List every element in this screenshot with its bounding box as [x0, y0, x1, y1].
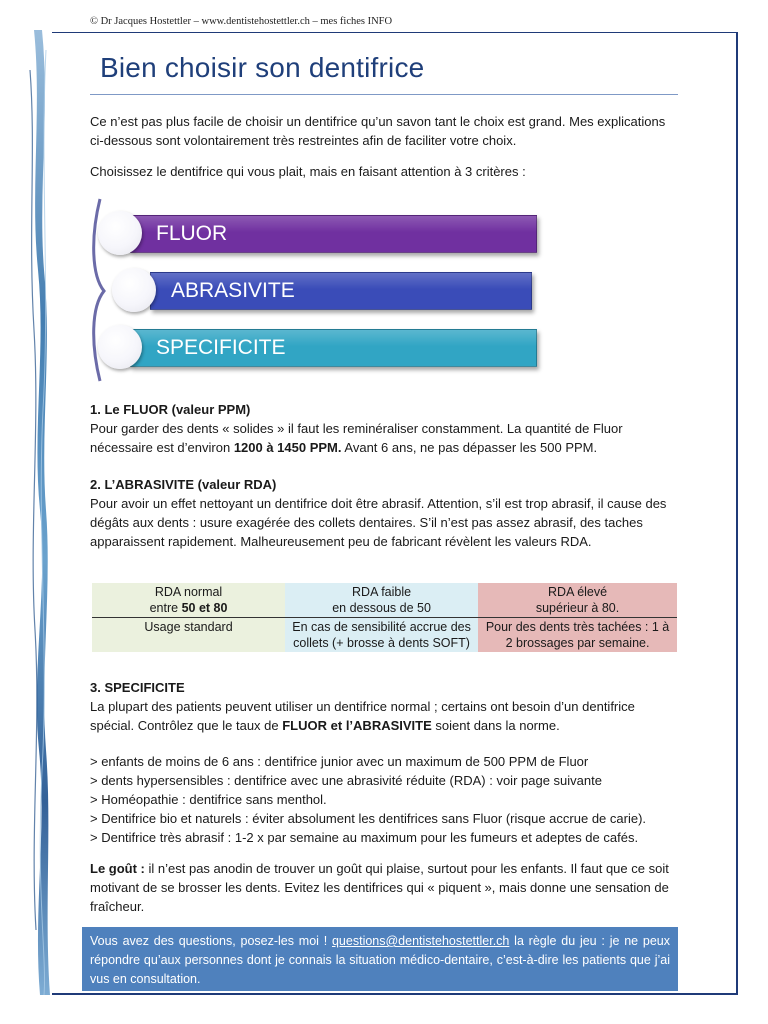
- rda-faible-usage: En cas de sensibilité accrue des collets (+ brosse à dents SOFT): [285, 618, 478, 653]
- criteria-circle-abrasivite: [112, 268, 156, 312]
- rda-normal-range: 50 et 80: [181, 601, 228, 615]
- section-specificite: [90, 678, 678, 735]
- section-abrasivite-text: Pour avoir un effet nettoyant un dentifrice doit être abrasif. Attention, s’il est trop abrasif, il cause des dégâts aux dents : usure exagérée des collets dentaires. S’il n’est pas assez abrasif, des taches apparaissent rapidement. Malheureusement peu de fabricant révèlent les valeurs RDA.: [90, 496, 667, 549]
- criteria-bar-fluor: [130, 215, 537, 253]
- decorative-ink-strip: [28, 30, 52, 995]
- section-specificite-title: 3. SPECIFICITE: [90, 680, 185, 695]
- rda-normal-range-prefix: entre: [149, 601, 182, 615]
- section-specificite-text-a: La plupart des patients peuvent utiliser un dentifrice normal ; certains ont besoin d’un dentifrice spécial. Contrôlez que le taux de: [90, 699, 635, 733]
- rda-normal-title: RDA normal: [154, 585, 223, 599]
- criteria-circle-specificite: [98, 325, 142, 369]
- criteria-intro: Choisissez le dentifrice qui vous plait, mais en faisant attention à 3 critères :: [90, 164, 526, 179]
- section-fluor-text-b: Avant 6 ans, ne pas dépasser les 500 PPM.: [341, 440, 598, 455]
- criteria-diagram: [90, 195, 520, 385]
- list-item: > Dentifrice bio et naturels : éviter absolument les dentifrices sans Fluor (risque accrue de carie).: [90, 811, 647, 826]
- section-fluor-title: 1. Le FLUOR (valeur PPM): [90, 402, 251, 417]
- section-fluor: [90, 400, 678, 457]
- title-underline: [90, 94, 678, 95]
- intro-paragraph: Ce n’est pas plus facile de choisir un dentifrice qu’un savon tant le choix est grand. Mes explications ci-dessous sont volontairement très restreintes afin de faciliter votre choix.: [90, 114, 666, 148]
- criteria-bar-specificite: [130, 329, 537, 367]
- gout-paragraph: [90, 859, 678, 916]
- section-specificite-bold-fluor: FLUOR: [282, 718, 328, 733]
- rda-eleve-header: [478, 583, 677, 618]
- rda-eleve-range: supérieur à 80.: [535, 601, 620, 615]
- criteria-label-abrasivite: ABRASIVITE: [171, 279, 295, 302]
- list-item: > enfants de moins de 6 ans : dentifrice junior avec un maximum de 500 PPM de Fluor: [90, 754, 589, 769]
- page-title: Bien choisir son dentifrice: [100, 52, 425, 83]
- section-specificite-text-b: et: [327, 718, 346, 733]
- header-note: © Dr Jacques Hostettler – www.dentistehostettler.ch – mes fiches INFO: [90, 16, 393, 27]
- rda-faible-range: en dessous de 50: [332, 601, 431, 615]
- list-item: > dents hypersensibles : dentifrice avec une abrasivité réduite (RDA) : voir page suivante: [90, 773, 602, 788]
- specificite-list: [90, 752, 678, 847]
- list-item: > Homéopathie : dentifrice sans menthol.: [90, 792, 327, 807]
- frame-right-border: [736, 32, 738, 994]
- section-specificite-text-c: soient dans la norme.: [431, 718, 560, 733]
- contact-text-b: la règle du jeu : je ne peux répondre qu’aux personnes dont je connais la situation médico-dentaire, c’est-à-dire les patients que j’ai vus en consultation.: [90, 934, 671, 986]
- rda-table: [92, 583, 677, 652]
- criteria-circle-fluor: [98, 211, 142, 255]
- section-fluor-ppm: 1200 à 1450 PPM.: [233, 440, 342, 455]
- rda-faible-header: [285, 583, 478, 618]
- criteria-label-specificite: SPECIFICITE: [156, 336, 286, 359]
- contact-box: [82, 927, 678, 991]
- criteria-label-fluor: FLUOR: [156, 222, 228, 245]
- rda-normal-usage: Usage standard: [92, 618, 285, 653]
- rda-eleve-title: RDA élevé: [548, 585, 608, 599]
- rda-faible-title: RDA faible: [352, 585, 412, 599]
- section-specificite-bold-abrasivite: l’ABRASIVITE: [345, 718, 432, 733]
- section-abrasivite-title: 2. L’ABRASIVITE (valeur RDA): [90, 477, 277, 492]
- frame-top-border: [52, 32, 738, 33]
- gout-label: Le goût :: [90, 861, 145, 876]
- gout-text: il n’est pas anodin de trouver un goût qui plaise, surtout pour les enfants. Il faut que ce soit motivant de se brosser les dents. Evitez les dentifrices qui « piquent », mais donne une sensation de fraîcheur.: [90, 861, 669, 914]
- rda-eleve-usage: Pour des dents très tachées : 1 à 2 brossages par semaine.: [478, 618, 677, 653]
- rda-normal-header: [92, 583, 285, 618]
- contact-email-link[interactable]: questions@dentistehostettler.ch: [331, 934, 510, 948]
- contact-text-a: Vous avez des questions, posez-les moi !: [90, 934, 332, 948]
- list-item: > Dentifrice très abrasif : 1-2 x par semaine au maximum pour les fumeurs et adeptes de cafés.: [90, 830, 639, 845]
- section-abrasivite: [90, 475, 678, 551]
- section-fluor-text-a: Pour garder des dents « solides » il faut les reminéraliser constamment. La quantité de Fluor nécessaire est d’environ: [90, 421, 623, 455]
- criteria-bar-abrasivite: [150, 272, 532, 310]
- frame-bottom-border: [52, 993, 738, 995]
